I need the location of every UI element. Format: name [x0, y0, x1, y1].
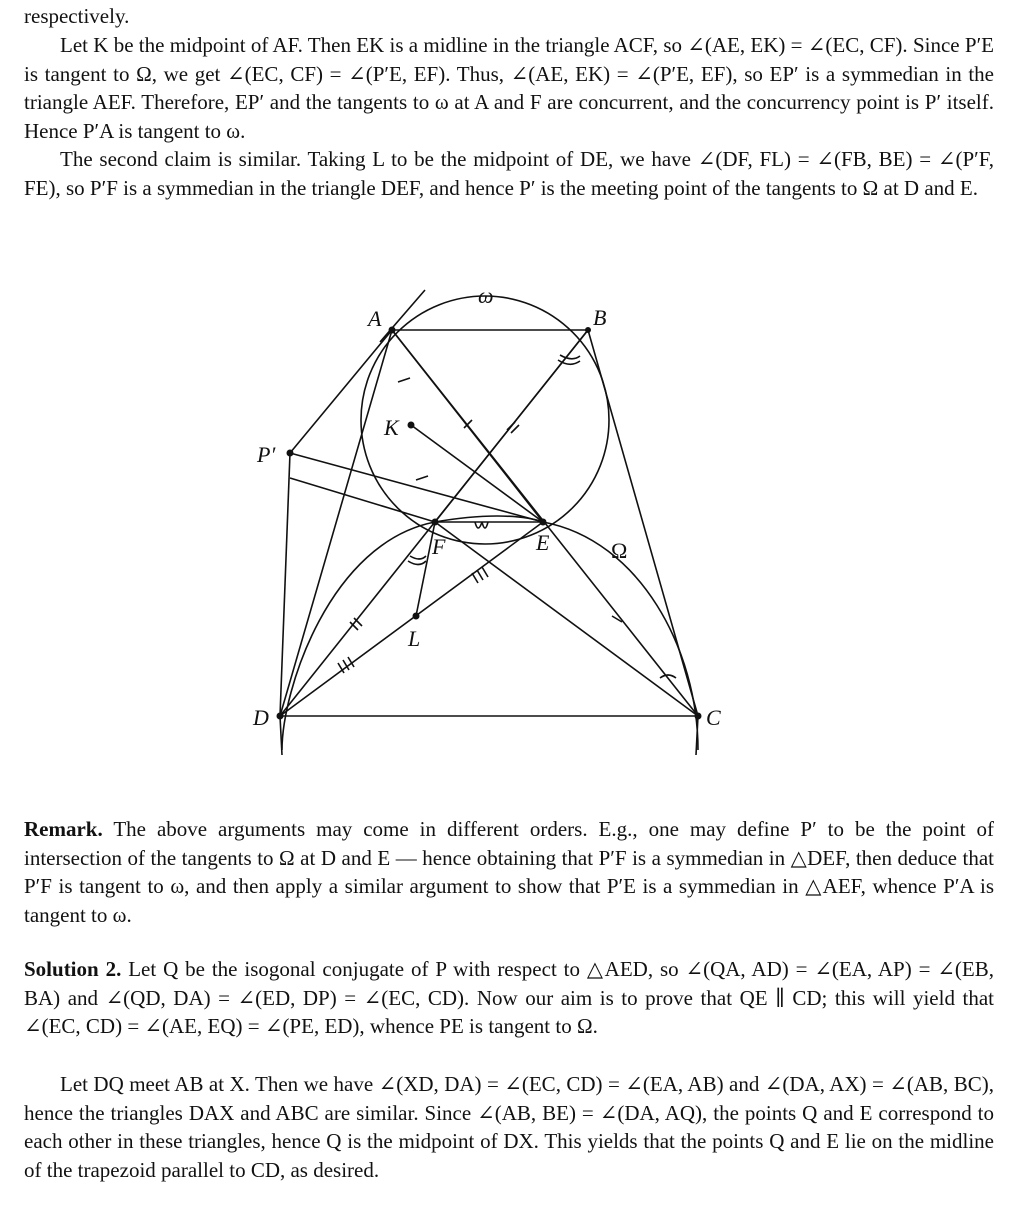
label-l: L [408, 626, 421, 651]
angle-arc [408, 561, 426, 565]
segment-pa [290, 330, 392, 453]
label-a: A [368, 306, 382, 331]
point-d [277, 713, 284, 720]
label-k: K [384, 415, 399, 440]
point-e [540, 519, 547, 526]
text-midpoint-k: Let K be the midpoint of AF. Then EK is a midline in the triangle ACF, so ∠(AE, EK) = ∠(EC, CF). Since P′E is tangent to Ω, we get ∠(EC, CF) = ∠(P′E, EF). Thus, ∠(AE, EK) = ∠(P′E, EF), so EP′ is a symmedian in the triangle AEF. Therefore, EP′ and the tangents to ω at A and F are concurrent, and the concurrency point is P′ itself. Hence P′A is tangent to ω. [24, 33, 994, 143]
point-b [585, 327, 591, 333]
paragraph-dq-meets-ab [24, 1070, 994, 1184]
geometry-diagram [220, 270, 780, 770]
arc-omega [282, 516, 698, 750]
label-b: B [593, 305, 607, 330]
geometry-figure [220, 270, 780, 770]
point-l [413, 613, 420, 620]
text-second-claim: The second claim is similar. Taking L to be the midpoint of DE, we have ∠(DF, FL) = ∠(FB, BE) = ∠(P′F, FE), so P′F is a symmedian in the triangle DEF, and hence P′ is the meeting point of the tangents to Ω at D and E. [24, 147, 994, 200]
remark-label: Remark. [24, 817, 103, 841]
angle-arc [560, 355, 580, 359]
point-p-prime [287, 450, 294, 457]
paragraph-remark [24, 815, 994, 929]
solution-2-label: Solution 2. [24, 957, 122, 981]
segment-ae [392, 330, 543, 522]
text-remark: The above arguments may come in different orders. E.g., one may define P′ to be the point of intersection of the tangents to Ω at D and E — hence obtaining that P′F is a symmedian in △DEF, then deduce that P′F is tangent to ω, and then apply a similar argument to show that P′E is a symmedian in △AEF, whence P′A is tangent to ω. [24, 817, 994, 927]
segment-pd [280, 453, 290, 716]
point-k [408, 422, 415, 429]
tick-mark [482, 567, 488, 577]
tick-mark [472, 573, 478, 583]
tick-mark [507, 422, 515, 430]
paragraph-solution-2 [24, 955, 994, 1041]
point-f [432, 519, 439, 526]
angle-arc [482, 522, 488, 528]
tick-mark [477, 570, 483, 580]
text-respectively: respectively. [24, 4, 130, 28]
label-p-prime: P′ [257, 442, 276, 467]
label-c: C [706, 705, 721, 730]
angle-arc [475, 522, 482, 528]
label-omega: ω [478, 283, 494, 308]
tick-mark [398, 378, 410, 382]
segment-pe [290, 453, 543, 522]
text-solution-2: Let Q be the isogonal conjugate of P with respect to △AED, so ∠(QA, AD) = ∠(EA, AP) = ∠(EB, BA) and ∠(QD, DA) = ∠(ED, DP) = ∠(EC, CD). Now our aim is to prove that QE ∥ CD; this will yield that ∠(EC, CD) = ∠(AE, EQ) = ∠(PE, ED), whence PE is tangent to Ω. [24, 957, 995, 1039]
segment-ad [280, 330, 392, 716]
tangent-at-d [280, 716, 282, 755]
label-big-omega: Ω [611, 538, 628, 563]
paragraph-midpoint-k [24, 31, 994, 145]
point-a [389, 327, 396, 334]
paragraph-second-claim [24, 145, 994, 202]
text-dq-meets-ab: Let DQ meet AB at X. Then we have ∠(XD, DA) = ∠(EC, CD) = ∠(EA, AB) and ∠(DA, AX) = ∠(AB, BC), hence the triangles DAX and ABC are similar. Since ∠(AB, BE) = ∠(DA, AQ), the points Q and E correspond to each other in these triangles, hence Q is the midpoint of DX. This yields that the points Q and E lie on the midline of the trapezoid parallel to CD, as desired. [24, 1072, 994, 1182]
angle-arc [410, 556, 426, 559]
segment-pf [290, 478, 435, 522]
tick-mark [416, 476, 428, 480]
label-f: F [432, 534, 446, 559]
point-c [695, 713, 702, 720]
segment-ke [411, 425, 543, 522]
label-e: E [536, 530, 550, 555]
paragraph-continuation [24, 2, 994, 31]
label-d: D [253, 705, 269, 730]
